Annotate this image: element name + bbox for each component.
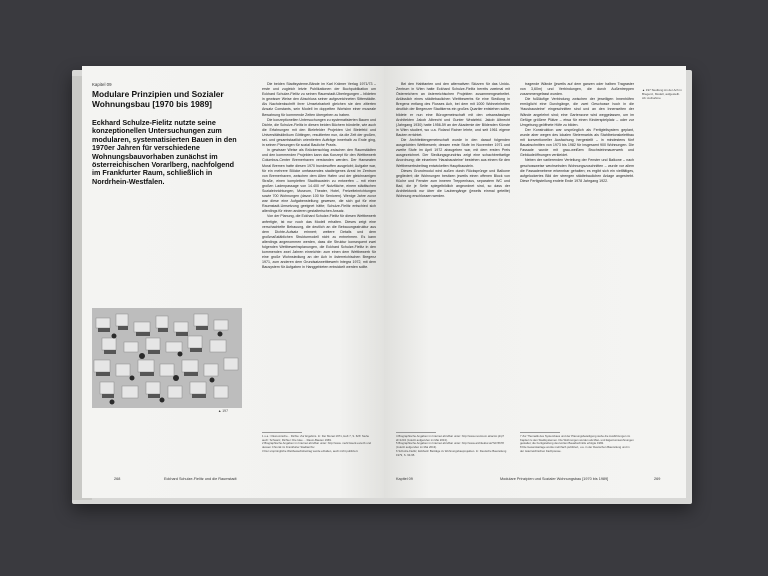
model-photo	[92, 308, 242, 408]
right-page	[384, 66, 686, 498]
paragraph: Der Konstruktion war ursprünglich als Fertigteilsystem geplant, wurde aber wegen des lokalen Steiermarkts als Stahlbetonskelettbau mit konventioneller Ausfachung hergestellt – in mindestens fünf Bauabschnitten von 1973 bis 1982 für insgesamt 900 Wohnungen. Die Fassade wurde mit grau-weißem Bruchsteinmauerwerk und Gebäudeöffnungen verkleidet.	[520, 127, 634, 158]
paragraph: Die fußläufige Verbindung zwischen der jeweiligen Innenhöfen ermöglicht eine Durchgänge, die zwei Geschosse hoch in die 'Hausbausteine' eingeschnitten sind und an den Innenseiten der Wände angelehnt sind; eine Gartenzone wird weggelassen, um im Gefüge größere Plätze – etwa für einen Kinderspielplatz – oder zur Umgebung geöffnete Höfe zu bilden.	[520, 97, 634, 127]
paragraph: In gewisser Weise als Brückenschlag zwischen den Raumstädten und den kommenden Projekten kann das Konzept für den Wettbewerb Columbus-Center Bremerhaven verstanden werden. Der Hanseaten Moral Bremen hatte diesen 1970 bundesoffen ausgelobt; Aufgabe war, für ein mehrere Blöcke umfassendes stadteigenes Areal im Zentrum von Bremerhaven, zwischen dem Alten Hafen und der gleichnamigen Straße, einen kompletten Stadtbaustein zu entwerfen – mit einer großen Ladenpassage von 14.400 m² Nutzfläche, einem städtischen Sozialeinrichtungen, Museum, Theater, Hotel, Freizeiteinrichtungen sowie 700 Wohnungen (davon 100 für Senioren). Wenige Jahre zuvor war diese eine Aufgabenstellung gewesen, die sich gut für eine Raumstadt-Umsetzung geeignet hätte; Schulze-Fielitz entschied sich allerdings für einen anderen gestalterischen Ansatz.	[262, 148, 376, 214]
open-book	[82, 66, 686, 498]
page-number-right: 269	[654, 477, 661, 481]
right-body-column-2	[520, 82, 634, 428]
right-footnotes	[396, 435, 510, 465]
footnote: 1 u.a.: Ökonomische... Dichte: Zur Ergebnis. In: Der Monat 1971, Heft 7, S. 62ff. Siehe auch: Schwarz, Richter: Die Idee ... Raum-Bauten 1969.	[262, 435, 370, 442]
footnote: 5 Biographische Angaben im Internet abrufbar unter: http://www.architektur.at/?id=5678 (zuletzt aufgerufen im Mai 2013).	[396, 441, 504, 450]
model-photo-drawing	[92, 308, 242, 408]
right-footnotes-2	[520, 435, 634, 465]
paragraph: Die konzeptionellen Untersuchungen zu systematisierten Bauen und Dichte, die Schulze-Fielitz in diesen beiden Büchern bündelte, wie auch die Erfahrungen mit den Bielefelder Projekten Uni Bielefeld und Universitätsklinikum Göttingen, resultierten nun, da die Zeit der großen, sei- und gesamtstaatlich orientierten Aufträge innerhalb zu Ende ging, in seinen Planungen für sozial Bauliche Praxis.	[262, 117, 376, 148]
paragraph: Dieses Grundmodul wird außen durch Rücksprünge und Balkone gegliedert; die Wohnungen besitzen jeweils einen offenen Block von Küche und Fenster zum inneren Treppenhaus, separatem WC und Bad, die je Seite spiegelbildlich angeordnet sind, so dass der Architektonik nur über die Laubengänge (jeweils einmal geteilte) Wohnung erschlossen werden.	[396, 168, 510, 199]
footnote: 2 Biographische Angaben im Internet abrufbar unter: http://www. mehrzweck.eu/ezb und dessen Chronik im Frankfurter Stadtarchiv.	[262, 441, 371, 450]
chapter-label: Kapitel 09	[92, 82, 112, 87]
footnote: 6 Schulze-Fielitz, Eckhard: Beiträge zu Wohnungsbauprojekten. In: Deutsche Bauzeitung 1979, S. 93-95.	[396, 448, 507, 457]
paragraph: tragende Wände (jeweils auf dem ganzen oder halben Tragraster von 3,60m) und Verbindungen, die durch Außentreppen zusammengefasst wurden.	[520, 82, 634, 97]
running-head-left: Eckhard Schulze-Fielitz und die Raumstadt	[164, 477, 237, 481]
left-page	[82, 66, 384, 498]
footnote-rule	[396, 432, 436, 433]
paragraph: Neben der variierenden Verteilung der Fenster und Balkone – nach geschossweise wechselnden Wohnungszuschnitten – wurde vor allem die Fassadenebene erkennbar gehalten; es ergibt sich ein vielfältiges, aufgelockertes Bild der strengen städtebaulichen Anlage angestrebt. Diese Fertigstellung endete Ende 1978 Jahrgang 1922.	[520, 158, 634, 183]
paragraph: Die Architektengemeinschaft wurde in den darauf folgenden ausgelobten Wettbewerb; dessen erste Stufe im November 1971 und zweite Stufe im April 1972 abzugeben war, mit dem ersten Preis ausgezeichnet. Der Siedlungsgrundriss zeigt eine schachbrettartige Anordnung; die einzelnen 'Hausbausteine' bestehen aus einem für den Wettbewerbsbeitrag entwickelten Hauptbaustein.	[396, 138, 510, 168]
footnote: 4 Biographische Angaben im Internet abrufbar unter: http://www.nextroom.at/actor.php?id=1234 (zuletzt aufgerufen im Mai 2013).	[396, 435, 505, 442]
chapter-title: Modulare Prinzipien und Sozialer Wohnungsbau [1970 bis 1989]	[92, 89, 224, 109]
footnote: 7 Zur Thematik des Systembaus und der Planungsbeteiligung siehe die Ausführungen im Kapitel zu den Stadtsystemen. Die Wohnungen wurden als Miet- und Eigentumswohnungen gestaltet; die Fertigstellung des letzten Bauabschnitts erfolgte 1982.	[520, 435, 634, 446]
footnote: 8 Die Gesamtanlage wurde mehrfach publiziert, u.a. in der Deutschen Bauzeitung und in der österreichischen Fachpresse.	[520, 445, 630, 453]
figure-caption: ▲ 197	[218, 409, 228, 413]
footnote: 3 Der ursprüngliche Wettbewerbsbeitrag wurde erhalten, auch nicht publiziert.	[262, 448, 359, 453]
paragraph: Bei den Habitanten und den alternativen Skizzen für das Unido-Zentrum in Wien hatte Eckhard Schulze-Fielitz bereits zweimal mit Österreichern an österreichischen Projekten zusammengearbeitet. Anlässlich eines städtebaulichen Wettbewerbs für eine Siedlung in Bregenz entlang des Flusses Ach, bei dem mit 1000 Wohneinheiten deutlich der Bregenzer Stadtkerns ein großes Quartier entstehen sollte, bildete er nun eine Bürogemeinschaft mit den ortsansässigen Architekten Jakob Albrecht und Gunter Wratzfeld. Jakob Albrecht (Jahrgang 1930) hatte 1956-59 an der Akademie der Bildenden Künste in Wien studiert, wo u.a. Roland Rainer lehrte, und seit 1961 eigene Bauten errichtet.	[396, 82, 510, 137]
right-body-column-1	[396, 82, 510, 428]
running-head-right: Modulare Prinzipien und Sozialer Wohnungsbau [1970 bis 1989]	[500, 477, 609, 481]
side-caption: ▲ 197 Siedlung An der Ach in Bregenz, Modell, aufgestellt. Ab: Aufnahme	[642, 88, 682, 100]
paragraph: Die beiden Stadtsysteme-Bände im Karl Krämer Verlag 1971/73 – erste und zugleich letzte Publikationen der Buchpublikation um Eckhard Schulze-Fielitz zu seinen Raumstadt-Überlegungen – bildeten in gewisser Weise den Abschluss seiner aufgezeichneten Sitterstädte. Als Nachdenkschrift ihrer Umsetzbarkeit gleichen sie den zitierten Ansatz Constants, sein Modell im doppelten Wortsinn einer museale Bewahrung für kommende Zeiten übergeben zu haben.	[262, 82, 376, 117]
left-body-column	[262, 82, 376, 428]
chapter-intro: Eckhard Schulze-Fielitz nutzte seine konzeptionellen Untersuchungen zum modularen, systematisierten Bauen in den 1970er Jahren für verschiedene Wohnungsbauvorhaben zunächst im österreichischen Vorarlberg, nachfolgend im Frankfurter Raum, schließlich in Nordrhein-Westfalen.	[92, 118, 237, 186]
footnote-rule	[520, 432, 560, 433]
left-footnotes	[262, 435, 376, 465]
page-number-left: 268	[114, 477, 121, 481]
footnote-rule	[262, 432, 302, 433]
chapter-label-footer: Kapitel 09	[396, 477, 413, 481]
paragraph: Von der Planung, die Eckhard Schulze-Fielitz für diesen Wettbewerb anfertigte, ist nur noch das Modell erhalten. Dieses zeigt eine verschachtelte Bebauung, die deutlich an die Bebauungsstruktur aus dem Dichte-Aufsatz erinnert; weitere Details und dem großmaßstäblichen Strukturmodell nicht zu entnehmen. Es kann allerdings angenommen werden, dass die Struktur konsequent zwei folgenden Wettbewerbsplanungen, die Eckhard Schulze-Fielitz in den kommenden zwei Jahren einreichte: zum einen dem Wettbewerb für eine große Wohnsiedlung an der Ach in österreichischen Bregenz 1971, zum anderen dem Grundsatzwettbewerb Integra 1972, mit dem Bausystem für Aufgaben in Hanggebieten entwickelt werden sollte.	[262, 214, 376, 270]
